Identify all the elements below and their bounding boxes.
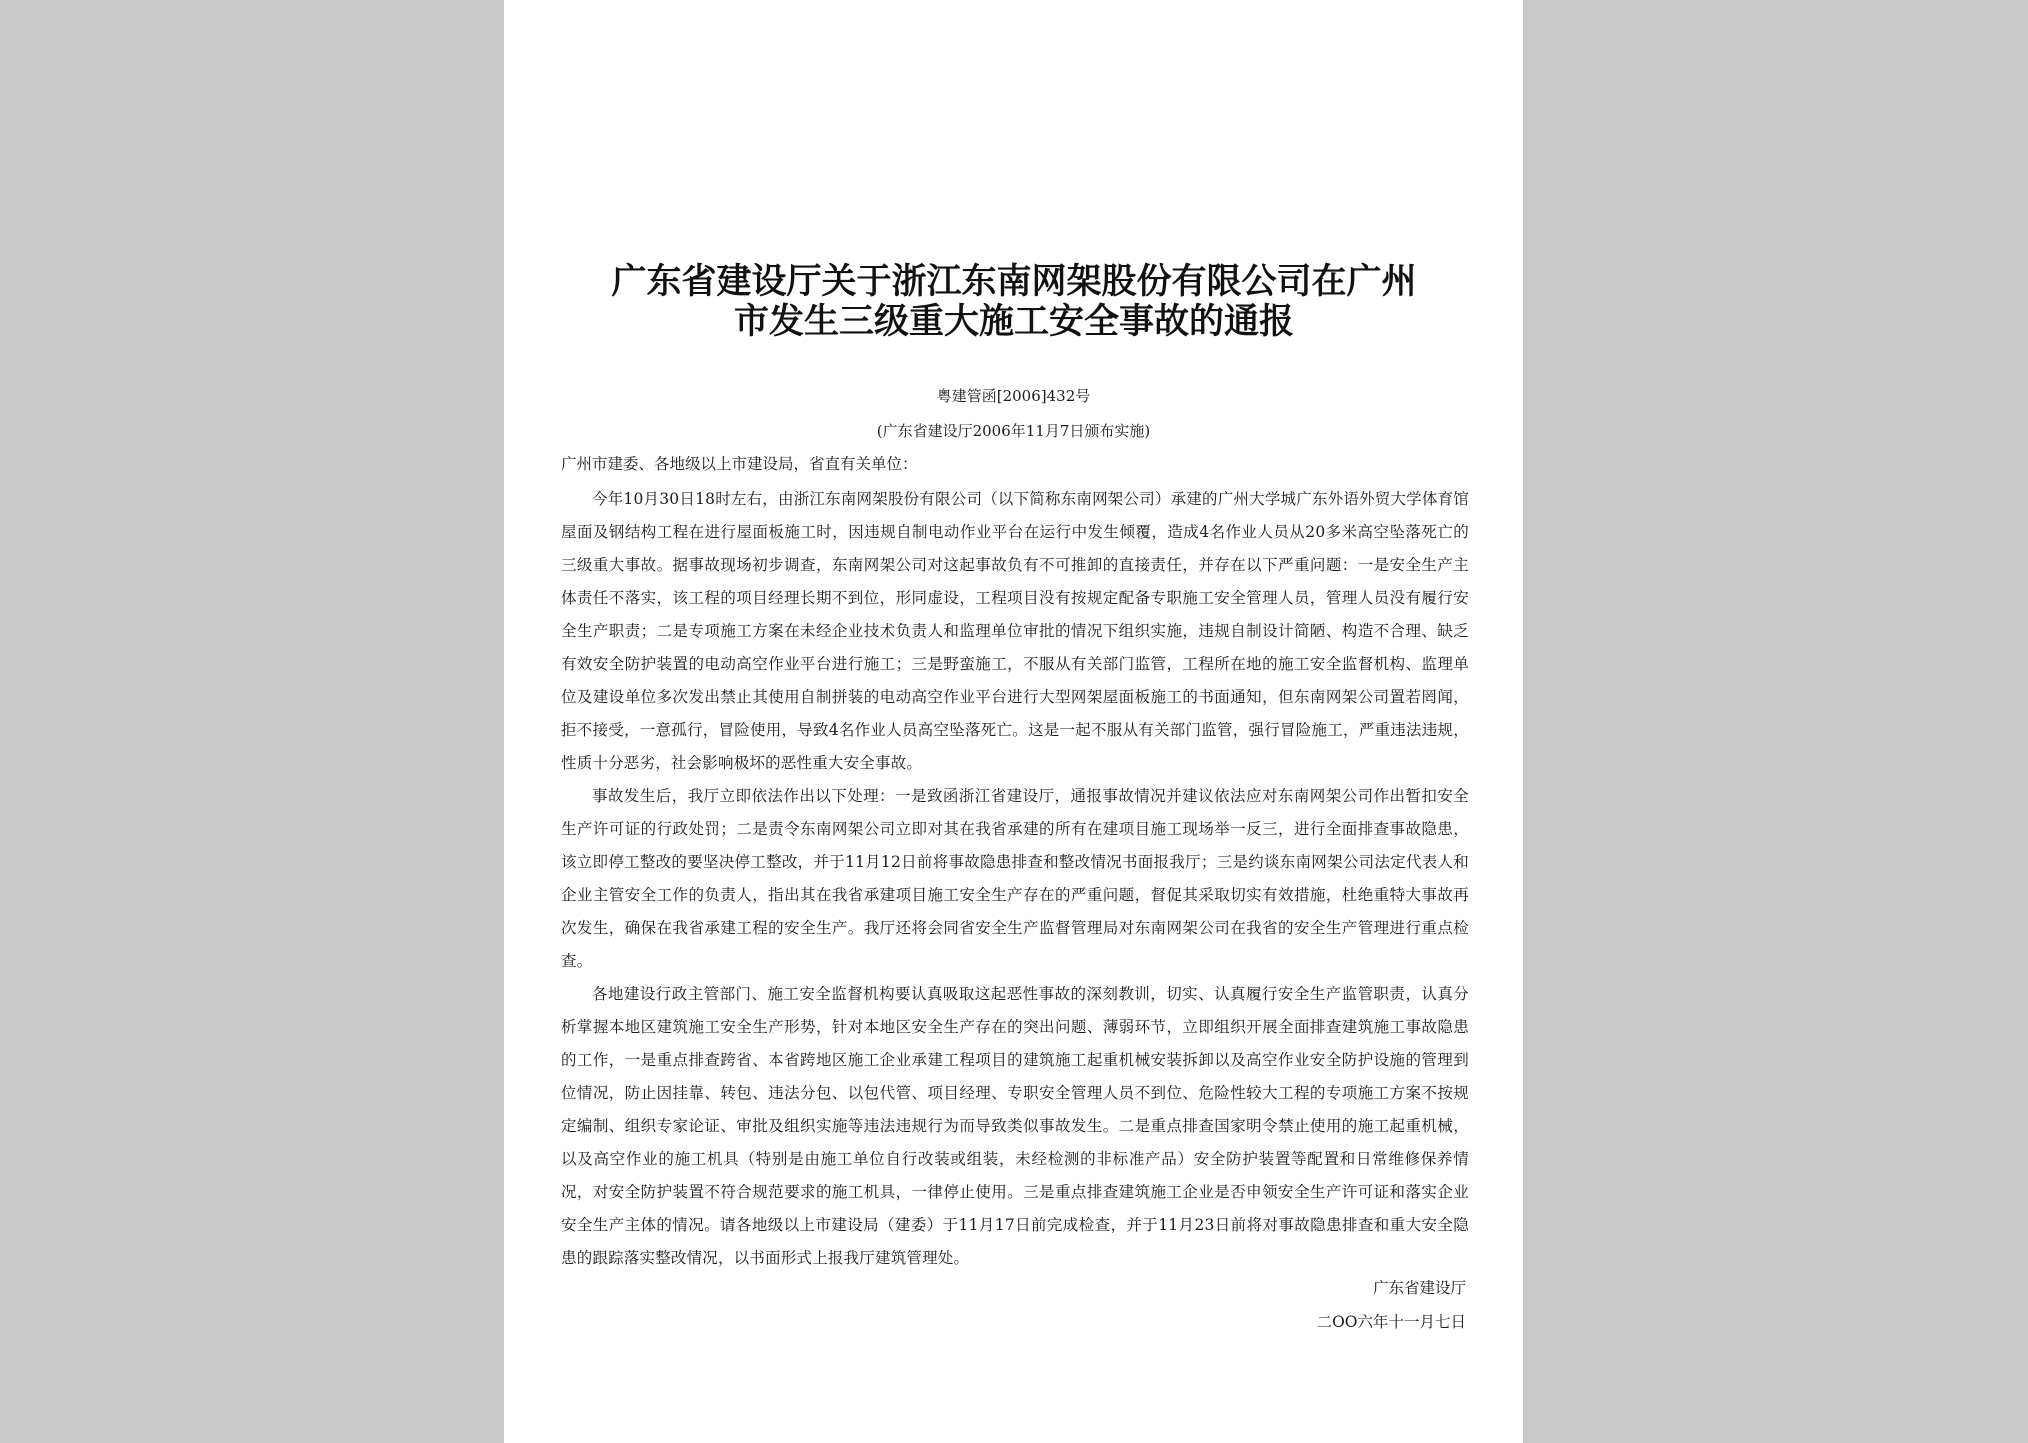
paragraph-1: 今年10月30日18时左右，由浙江东南网架股份有限公司（以下简称东南网架公司）承建的广州大学城广东外语外贸大学体育馆屋面及钢结构工程在进行屋面板施工时，因违规自制电动作业平台在运行中发生倾覆，造成4名作业人员从20多米高空坠落死亡的三级重大事故。据事故现场初步调查，东南网架公司对这起事故负有不可推卸的直接责任，并存在以下严重问题：一是安全生产主体责任不落实，该工程的项目经理长期不到位，形同虚设，工程项目没有按规定配备专职施工安全管理人员，管理人员没有履行安全生产职责；二是专项施工方案在未经企业技术负责人和监理单位审批的情况下组织实施，违规自制设计简陋、构造不合理、缺乏有效安全防护装置的电动高空作业平台进行施工；三是野蛮施工，不服从有关部门监管，工程所在地的施工安全监督机构、监理单位及建设单位多次发出禁止其使用自制拼装的电动高空作业平台进行大型网架屋面板施工的书面通知，但东南网架公司置若罔闻，拒不接受，一意孤行，冒险使用，导致4名作业人员高空坠落死亡。这是一起不服从有关部门监管，强行冒险施工，严重违法违规，性质十分恶劣，社会影响极坏的恶性重大安全事故。 [561,490,1469,772]
salutation: 广州市建委、各地级以上市建设局，省直有关单位： [561,455,918,473]
paragraph-3: 各地建设行政主管部门、施工安全监督机构要认真吸取这起恶性事故的深刻教训，切实、认真履行安全生产监管职责，认真分析掌握本地区建筑施工安全生产形势，针对本地区安全生产存在的突出问题、薄弱环节，立即组织开展全面排查建筑施工事故隐患的工作，一是重点排查跨省、本省跨地区施工企业承建工程项目的建筑施工起重机械安装拆卸以及高空作业安全防护设施的管理到位情况，防止因挂靠、转包、违法分包、以包代管、项目经理、专职安全管理人员不到位、危险性较大工程的专项施工方案不按规定编制、组织专家论证、审批及组织实施等违法违规行为而导致类似事故发生。二是重点排查国家明令禁止使用的施工起重机械，以及高空作业的施工机具（特别是由施工单位自行改装或组装，未经检测的非标准产品）安全防护装置等配置和日常维修保养情况，对安全防护装置不符合规范要求的施工机具，一律停止使用。三是重点排查建筑施工企业是否申领安全生产许可证和落实企业安全生产主体的情况。请各地级以上市建设局（建委）于11月17日前完成检查，并于11月23日前将对事故隐患排查和重大安全隐患的跟踪落实整改情况，以书面形式上报我厅建筑管理处。 [561,985,1469,1267]
document-body [561,483,1469,1275]
signature-date: 二OO六年十一月七日 [1316,1313,1466,1331]
paragraph-2: 事故发生后，我厅立即依法作出以下处理：一是致函浙江省建设厅，通报事故情况并建议依法应对东南网架公司作出暂扣安全生产许可证的行政处罚；二是责令东南网架公司立即对其在我省承建的所有在建项目施工现场举一反三，进行全面排查事故隐患，该立即停工整改的要坚决停工整改，并于11月12日前将事故隐患排查和整改情况书面报我厅；三是约谈东南网架公司法定代表人和企业主管安全工作的负责人，指出其在我省承建项目施工安全生产存在的严重问题，督促其采取切实有效措施，杜绝重特大事故再次发生，确保在我省承建工程的安全生产。我厅还将会同省安全生产监督管理局对东南网架公司在我省的安全生产管理进行重点检查。 [561,787,1469,970]
document-page [504,0,1523,1443]
issue-note: (广东省建设厅2006年11月7日颁布实施) [876,422,1151,440]
title-line-2: 市发生三级重大施工安全事故的通报 [733,302,1294,342]
title-line-1: 广东省建设厅关于浙江东南网架股份有限公司在广州 [611,262,1417,302]
document-number: 粤建管函[2006]432号 [936,387,1091,405]
signature-organization: 广东省建设厅 [1372,1279,1466,1297]
